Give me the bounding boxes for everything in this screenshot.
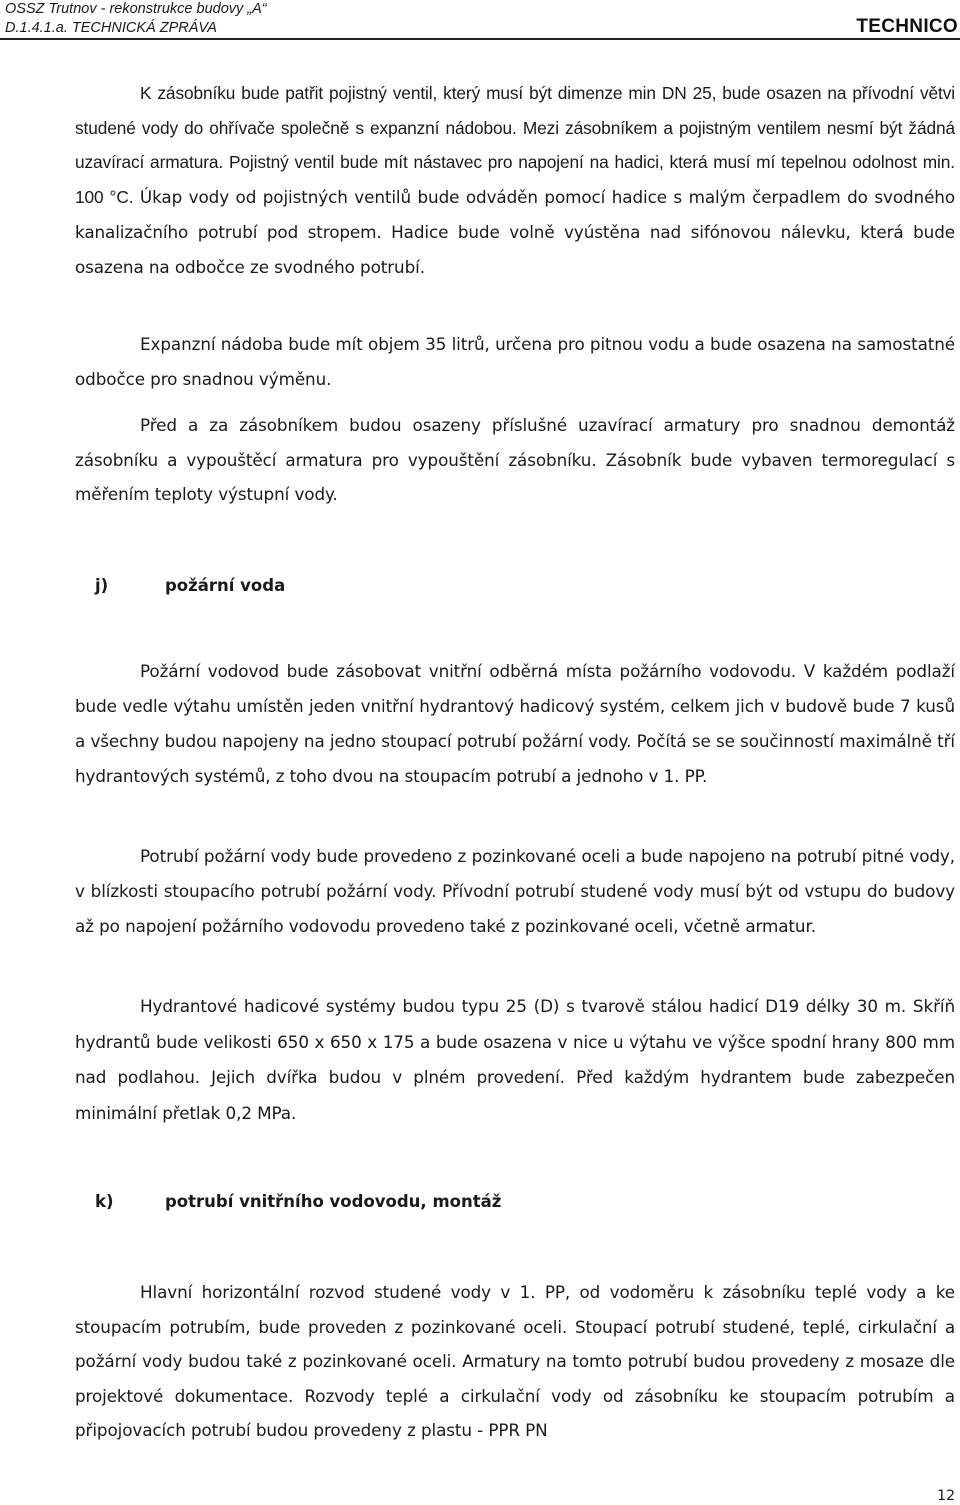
paragraph-safety-valve-part1: K zásobníku bude patřit pojistný ventil, který musí být dimenze min DN 25, bude osazen na přívodní větvi studené vody do ohřívače společně s expanzní nádobou. Mezi zásobníkem a pojistným ventilem nesmí být žádná uzavírací armatura. Pojistný ventil bude mít nástavec pro napojení na hadici, která musí mí tepelnou odolnost min. 100 °C.	[75, 83, 955, 208]
paragraph-hydrants-text: Hydrantové hadicové systémy budou typu 25 (D) s tvarově stálou hadicí D19 délky 30 m. Skříň hydrantů bude velikosti 650 x 650 x 175 a bude osazena v nice u výtahu ve výšce spodní hrany 800 mm nad podlahou. Jejich dvířka budou v plném provedení. Před každým hydrantem bude zabezpečen minimální přetlak 0,2 MPa.	[75, 996, 955, 1123]
section-title-k: potrubí vnitřního vodovodu, montáž	[165, 1192, 502, 1211]
paragraph-hydrants	[75, 989, 955, 1131]
paragraph-fire-pipes	[75, 839, 955, 944]
project-title: OSSZ Trutnov - rekonstrukce budovy „A“	[5, 1, 267, 17]
paragraph-fire-water	[75, 654, 955, 794]
document-code: D.1.4.1.a. TECHNICKÁ ZPRÁVA	[5, 20, 217, 36]
section-letter-j: j)	[95, 576, 109, 595]
paragraph-fire-pipes-text: Potrubí požární vody bude provedeno z pozinkované oceli a bude napojeno na potrubí pitné vody, v blízkosti stoupacího potrubí požární vody. Přívodní potrubí studené vody musí být od vstupu do budovy až po napojení požárního vodovodu provedeno také z pozinkované oceli, včetně armatur.	[75, 846, 955, 936]
paragraph-safety-valve-part2: Úkap vody od pojistných ventilů bude odváděn pomocí hadice s malým čerpadlem do svodného kanalizačního potrubí pod stropem. Hadice bude volně vyústěna nad sifónovou nálevku, která bude osazena na odbočce ze svodného potrubí.	[75, 187, 955, 277]
page-number: 12	[937, 1488, 955, 1504]
paragraph-expansion-vessel	[75, 327, 955, 396]
document-header	[5, 0, 267, 38]
section-letter-k: k)	[95, 1192, 114, 1211]
paragraph-valves-text: Před a za zásobníkem budou osazeny příslušné uzavírací armatury pro snadnou demontáž zásobníku a vypouštěcí armatura pro vypouštění zásobníku. Zásobník bude vybaven termoregulací s měřením teploty výstupní vody.	[75, 415, 955, 505]
paragraph-valves	[75, 408, 955, 512]
paragraph-safety-valve	[75, 76, 955, 284]
paragraph-expansion-vessel-text: Expanzní nádoba bude mít objem 35 litrů, určena pro pitnou vodu a bude osazena na samostatné odbočce pro snadnou výměnu.	[75, 334, 955, 389]
section-title-j: požární voda	[165, 576, 286, 595]
section-heading-j	[95, 576, 285, 595]
paragraph-fire-water-text: Požární vodovod bude zásobovat vnitřní odběrná místa požárního vodovodu. V každém podlaží bude vedle výtahu umístěn jeden vnitřní hydrantový hadicový systém, celkem jich v budově bude 7 kusů a všechny budou napojeny na jedno stoupací potrubí požární vody. Počítá se se součinností maximálně tří hydrantových systémů, z toho dvou na stoupacím potrubí a jednoho v 1. PP.	[75, 661, 955, 786]
header-divider	[0, 38, 960, 40]
company-logo-text: TECHNICO	[856, 16, 958, 37]
paragraph-internal-piping-text: Hlavní horizontální rozvod studené vody v 1. PP, od vodoměru k zásobníku teplé vody a ke stoupacím potrubím, bude proveden z pozinkované oceli. Stoupací potrubí studené, teplé, cirkulační a požární vody budou také z pozinkované oceli. Armatury na tomto potrubí budou provedeny z mosaze dle projektové dokumentace. Rozvody teplé a cirkulační vody od zásobníku ke stoupacím potrubím a připojovacích potrubí budou provedeny z plastu - PPR PN	[75, 1282, 955, 1440]
paragraph-internal-piping	[75, 1275, 955, 1448]
section-heading-k	[95, 1192, 501, 1211]
